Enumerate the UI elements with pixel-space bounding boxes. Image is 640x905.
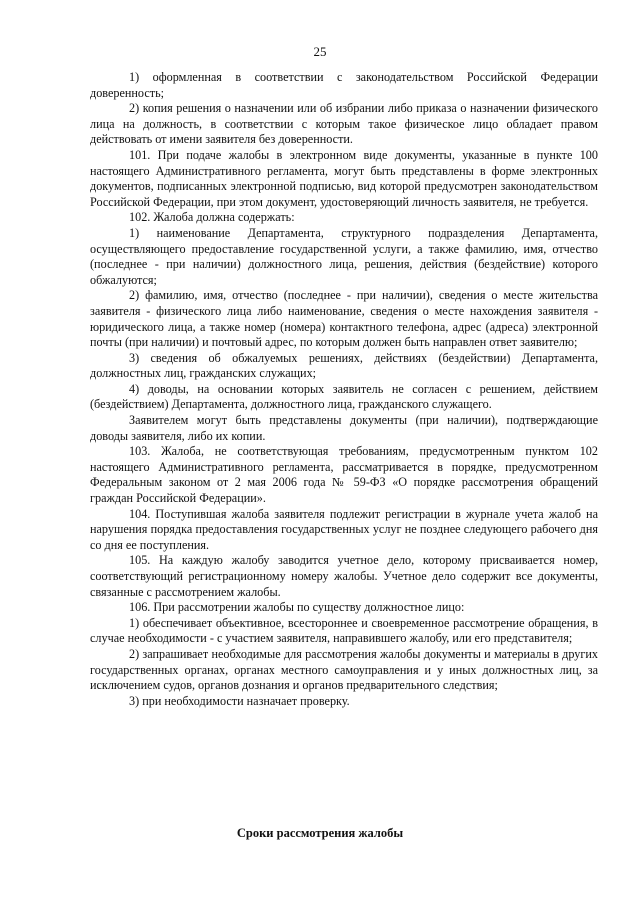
document-body [90, 70, 598, 709]
paragraph-102-item-4: 4) доводы, на основании которых заявитель не согласен с решением, действием (бездействием) Департамента, должностного лица, гражданского служащего. [90, 381, 598, 412]
paragraph-105: 105. На каждую жалобу заводится учетное дело, которому присваивается номер, соответствующий регистрационному номеру жалобы. Учетное дело содержит все документы, связанные с рассмотрением жалобы. [90, 553, 598, 599]
paragraph-102-item-1: 1) наименование Департамента, структурного подразделения Департамента, осуществляющего предоставление государственной услуги, а также фамилию, имя, отчество (последнее - при наличии) должностного лица, решения, действия (бездействие) которого обжалуются; [90, 225, 598, 287]
paragraph-102-item-3: 3) сведения об обжалуемых решениях, действиях (бездействии) Департамента, должностных лиц, гражданских служащих; [90, 350, 598, 381]
section-heading: Сроки рассмотрения жалобы [236, 826, 404, 840]
paragraph-103: 103. Жалоба, не соответствующая требованиям, предусмотренным пунктом 102 настоящего Административного регламента, рассматривается в порядке, предусмотренном Федеральным законом от 2 мая 2006 года № 59-ФЗ «О порядке рассмотрения обращений граждан Российской Федерации». [90, 444, 598, 506]
paragraph-101: 101. При подаче жалобы в электронном виде документы, указанные в пункте 100 настоящего Административного регламента, могут быть представлены в форме электронных документов, подписанных электронной подписью, вид которой предусмотрен законодательством Российской Федерации, при этом документ, удостоверяющий личность заявителя, не требуется. [90, 147, 598, 209]
paragraph-1: 1) оформленная в соответствии с законодательством Российской Федерации доверенность; [90, 70, 598, 100]
paragraph-102-item-2: 2) фамилию, имя, отчество (последнее - при наличии), сведения о месте жительства заявителя - физического лица либо наименование, сведения о месте нахождения заявителя - юридического лица, а также номер (номера) контактного телефона, адрес (адреса) электронной почты (при наличии) и почтовый адрес, по которым должен быть направлен ответ заявителю; [90, 288, 598, 350]
paragraph-106-item-1: 1) обеспечивает объективное, всестороннее и своевременное рассмотрение обращения, в случае необходимости - с участием заявителя, направившего жалобу, или его представителя; [90, 615, 598, 646]
paragraph-106-item-2: 2) запрашивает необходимые для рассмотрения жалобы документы и материалы в других государственных органах, органах местного самоуправления и у иных должностных лиц, за исключением судов, органов дознания и органов предварительного следствия; [90, 646, 598, 693]
paragraph-104: 104. Поступившая жалоба заявителя подлежит регистрации в журнале учета жалоб на нарушения порядка предоставления государственных услуг не позднее следующего рабочего дня со дня ее поступления. [90, 506, 598, 552]
paragraph-102-note: Заявителем могут быть представлены документы (при наличии), подтверждающие доводы заявителя, либо их копии. [90, 413, 598, 443]
page-number: 25 [313, 44, 327, 59]
paragraph-106-item-3: 3) при необходимости назначает проверку. [129, 693, 350, 708]
paragraph-106: 106. При рассмотрении жалобы по существу должностное лицо: [129, 600, 465, 615]
paragraph-102: 102. Жалоба должна содержать: [129, 210, 295, 225]
paragraph-2: 2) копия решения о назначении или об избрании либо приказа о назначении физического лица на должность, в соответствии с которым такое физическое лицо обладает правом действовать от имени заявителя без доверенности. [90, 101, 598, 147]
